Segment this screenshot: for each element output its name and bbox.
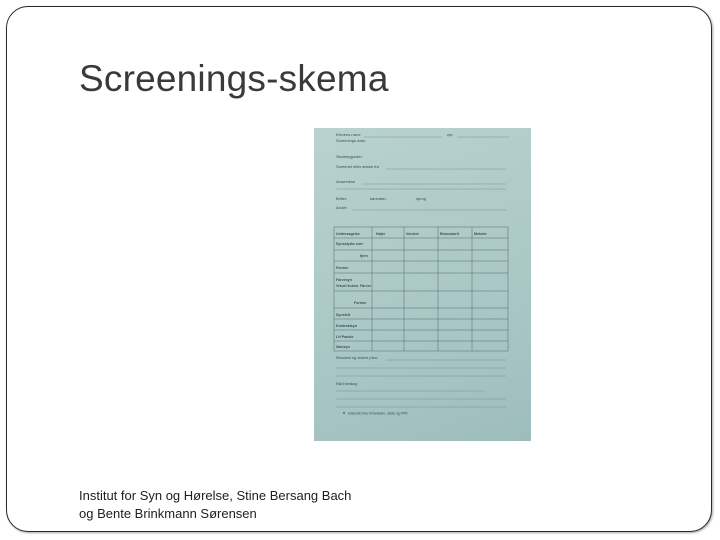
screening-form-image xyxy=(314,128,531,441)
table-row-label: Kontrastsyn xyxy=(336,324,357,328)
form-header-cpr: cpr. xyxy=(447,132,454,137)
table-row-label: LH Pausle xyxy=(336,335,354,339)
form-suggestion: Rød forslag: xyxy=(336,381,358,386)
form-result-plan: Resultat og videre plan: xyxy=(336,355,379,360)
table-row-label: Former xyxy=(354,301,367,305)
screening-form-photo xyxy=(314,128,531,441)
table-row-label: Samsyn xyxy=(336,345,350,349)
table-row-label: Farvesyn xyxy=(336,278,352,282)
bullet-icon xyxy=(343,412,345,414)
form-field-requested: Screenet efter ønske fra xyxy=(336,164,379,169)
footer-line-1: Institut for Syn og Hørelse, Stine Bersang Bach xyxy=(79,488,352,503)
table-row-label: Synsfelt xyxy=(336,313,350,317)
form-field-glasses: Briller: xyxy=(336,196,348,201)
form-bullet-text: Udsendt brev til forældre, skole og PPR xyxy=(348,411,408,416)
table-header: Højre xyxy=(376,232,386,236)
table-header: Venstre xyxy=(406,232,419,236)
table-row-label: Synsstyrke nær xyxy=(336,242,363,246)
form-header-name: Elevens navn: xyxy=(336,132,362,137)
form-header-date: Screenings dato: xyxy=(336,138,367,143)
table-row-label: fjern xyxy=(360,254,368,258)
form-field-glasses-a: kørestøn xyxy=(370,196,386,201)
form-field-other: Andet: xyxy=(336,205,348,210)
form-field-school: Skoletegjorder: xyxy=(336,154,363,159)
slide-title: Screenings-skema xyxy=(79,58,389,99)
table-header: Undersøgelse xyxy=(336,232,360,236)
form-field-glasses-b: sprog xyxy=(416,196,427,201)
form-field-anamnese: Anamnese xyxy=(336,179,356,184)
table-row-label: Former xyxy=(336,266,349,270)
footer-line-2: og Bente Brinkmann Sørensen xyxy=(79,506,257,521)
footer-credit xyxy=(79,487,351,523)
table-header: Binocularit xyxy=(440,232,459,236)
table-row-label: Visuel kokon. Farver xyxy=(336,284,372,288)
table-header: Metode xyxy=(474,232,487,236)
